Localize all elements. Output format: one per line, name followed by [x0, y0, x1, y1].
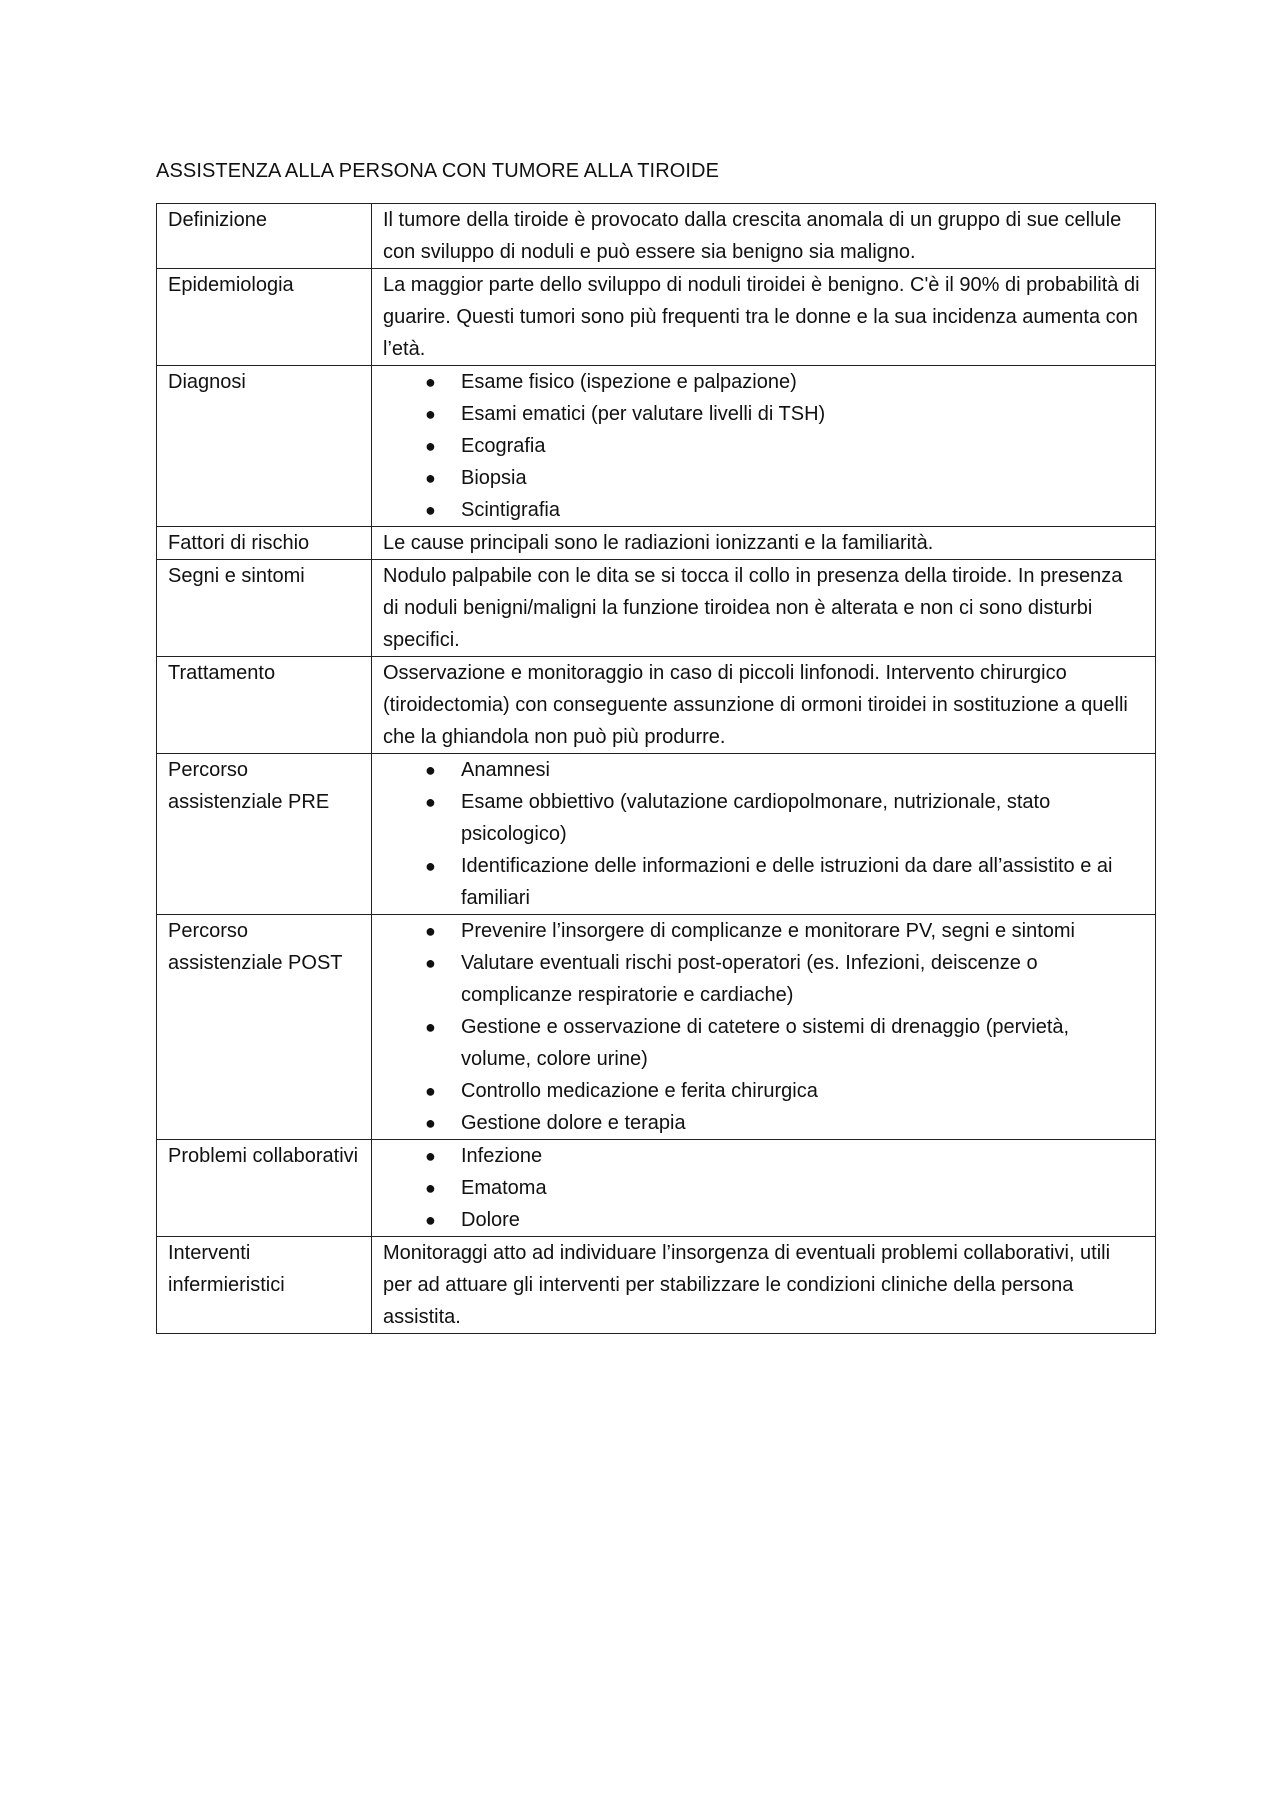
- bullet-list: [383, 754, 1143, 914]
- list-item: [383, 1140, 1143, 1172]
- table-row: [157, 560, 1156, 657]
- row-text: Monitoraggi atto ad individuare l’insorgenza di eventuali problemi collaborativi, utili per ad attuare gli interventi per stabilizzare le condizioni cliniche della persona assistita.: [372, 1237, 1156, 1334]
- bullet-icon: ●: [425, 404, 436, 424]
- list-item-text: Valutare eventuali rischi post-operatori (es. Infezioni, deiscenze o complicanze respiratorie e cardiache): [461, 952, 1038, 1006]
- table-row: [157, 527, 1156, 560]
- table-row: [157, 204, 1156, 269]
- bullet-icon: ●: [425, 921, 436, 941]
- list-item-text: Gestione dolore e terapia: [461, 1112, 686, 1134]
- list-item-text: Esame fisico (ispezione e palpazione): [461, 371, 797, 393]
- row-text: Le cause principali sono le radiazioni ionizzanti e la familiarità.: [372, 527, 1156, 560]
- bullet-icon: ●: [425, 856, 436, 876]
- row-text: Osservazione e monitoraggio in caso di piccoli linfonodi. Intervento chirurgico (tiroidectomia) con conseguente assunzione di ormoni tiroidei in sostituzione a quelli che la ghiandola non può più produrre.: [372, 657, 1156, 754]
- row-label: Trattamento: [157, 657, 372, 754]
- bullet-icon: ●: [425, 792, 436, 812]
- row-label: Segni e sintomi: [157, 560, 372, 657]
- bullet-icon: ●: [425, 468, 436, 488]
- row-content: [372, 1140, 1156, 1237]
- list-item: [383, 1204, 1143, 1236]
- row-label: Definizione: [157, 204, 372, 269]
- list-item: [383, 947, 1143, 1011]
- list-item: [383, 430, 1143, 462]
- row-label: Epidemiologia: [157, 269, 372, 366]
- bullet-icon: ●: [425, 1146, 436, 1166]
- bullet-list: [383, 915, 1143, 1139]
- table-row: [157, 915, 1156, 1140]
- bullet-icon: ●: [425, 1081, 436, 1101]
- row-text: Nodulo palpabile con le dita se si tocca il collo in presenza della tiroide. In presenza di noduli benigni/maligni la funzione tiroidea non è alterata e non ci sono disturbi specifici.: [372, 560, 1156, 657]
- list-item: [383, 915, 1143, 947]
- bullet-icon: ●: [425, 500, 436, 520]
- list-item: [383, 1172, 1143, 1204]
- row-label: Interventi infermieristici: [157, 1237, 372, 1334]
- row-label: Problemi collaborativi: [157, 1140, 372, 1237]
- bullet-icon: ●: [425, 1017, 436, 1037]
- bullet-icon: ●: [425, 760, 436, 780]
- list-item-text: Ecografia: [461, 435, 546, 457]
- row-label: Diagnosi: [157, 366, 372, 527]
- row-label: Percorso assistenziale PRE: [157, 754, 372, 915]
- list-item: [383, 398, 1143, 430]
- row-content: [372, 754, 1156, 915]
- info-table: [156, 203, 1156, 1334]
- list-item-text: Esami ematici (per valutare livelli di TSH): [461, 403, 826, 425]
- bullet-list: [383, 1140, 1143, 1236]
- row-content: [372, 915, 1156, 1140]
- list-item: [383, 494, 1143, 526]
- list-item-text: Ematoma: [461, 1177, 547, 1199]
- row-label: Fattori di rischio: [157, 527, 372, 560]
- table-row: [157, 269, 1156, 366]
- list-item-text: Esame obbiettivo (valutazione cardiopolmonare, nutrizionale, stato psicologico): [461, 791, 1051, 845]
- list-item: [383, 462, 1143, 494]
- row-text: Il tumore della tiroide è provocato dalla crescita anomala di un gruppo di sue cellule con sviluppo di noduli e può essere sia benigno sia maligno.: [372, 204, 1156, 269]
- list-item: [383, 1011, 1143, 1075]
- table-row: [157, 754, 1156, 915]
- list-item-text: Infezione: [461, 1145, 543, 1167]
- bullet-icon: ●: [425, 953, 436, 973]
- bullet-list: [383, 366, 1143, 526]
- list-item: [383, 366, 1143, 398]
- list-item-text: Identificazione delle informazioni e delle istruzioni da dare all’assistito e ai familiari: [461, 855, 1113, 909]
- list-item-text: Biopsia: [461, 467, 527, 489]
- list-item: [383, 1107, 1143, 1139]
- list-item-text: Scintigrafia: [461, 499, 560, 521]
- list-item-text: Controllo medicazione e ferita chirurgica: [461, 1080, 818, 1102]
- table-row: [157, 1140, 1156, 1237]
- list-item: [383, 1075, 1143, 1107]
- bullet-icon: ●: [425, 372, 436, 392]
- row-content: [372, 366, 1156, 527]
- page-title: ASSISTENZA ALLA PERSONA CON TUMORE ALLA TIROIDE: [156, 160, 720, 182]
- table-row: [157, 366, 1156, 527]
- row-text: La maggior parte dello sviluppo di noduli tiroidei è benigno. C'è il 90% di probabilità di guarire. Questi tumori sono più frequenti tra le donne e la sua incidenza aumenta con l’età.: [372, 269, 1156, 366]
- row-label: Percorso assistenziale POST: [157, 915, 372, 1140]
- bullet-icon: ●: [425, 1210, 436, 1230]
- list-item: [383, 754, 1143, 786]
- list-item-text: Dolore: [461, 1209, 520, 1231]
- bullet-icon: ●: [425, 436, 436, 456]
- bullet-icon: ●: [425, 1113, 436, 1133]
- bullet-icon: ●: [425, 1178, 436, 1198]
- list-item: [383, 786, 1143, 850]
- table-row: [157, 657, 1156, 754]
- list-item-text: Anamnesi: [461, 759, 550, 781]
- table-row: [157, 1237, 1156, 1334]
- list-item-text: Prevenire l’insorgere di complicanze e monitorare PV, segni e sintomi: [461, 920, 1076, 942]
- list-item: [383, 850, 1143, 914]
- list-item-text: Gestione e osservazione di catetere o sistemi di drenaggio (pervietà, volume, colore urine): [461, 1016, 1070, 1070]
